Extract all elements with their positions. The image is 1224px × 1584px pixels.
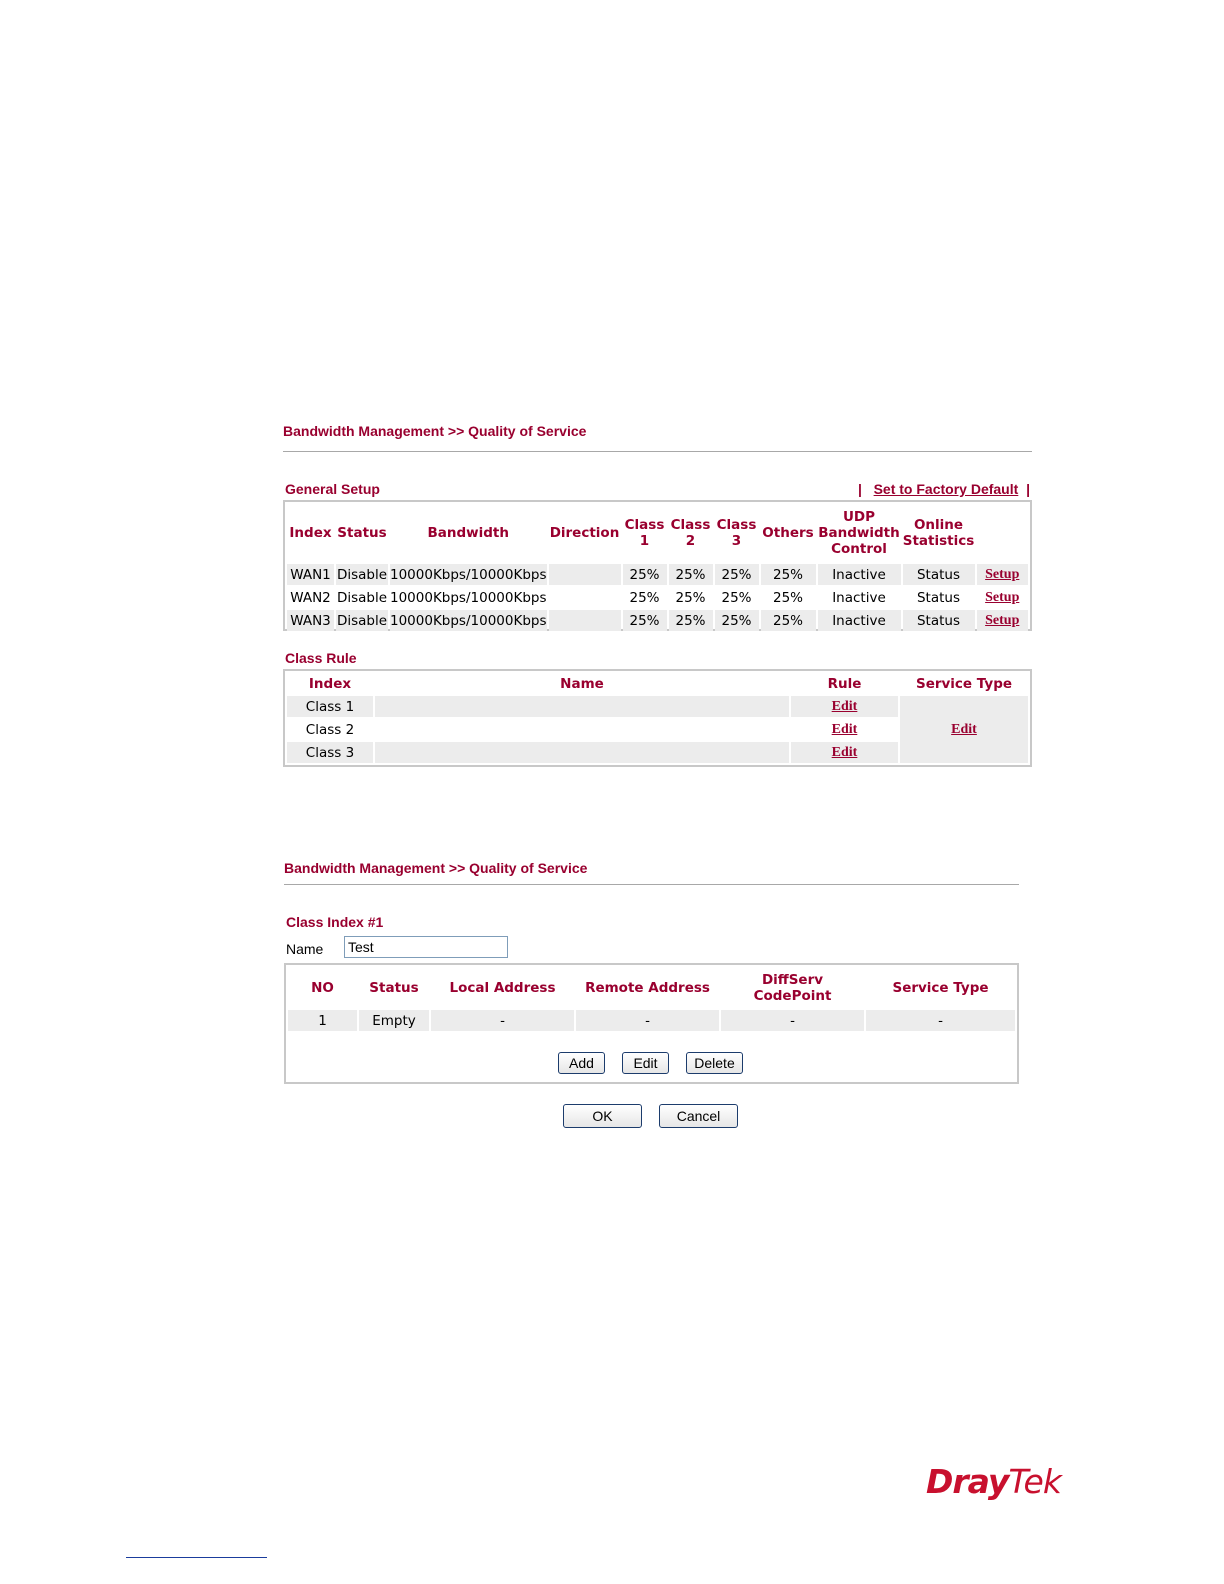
- col-class2: [669, 504, 713, 562]
- general-setup-title: General Setup: [285, 481, 380, 497]
- class-index-table: [286, 965, 1017, 1033]
- col-rule: Rule: [827, 675, 862, 692]
- breadcrumb: Bandwidth Management >> Quality of Service: [284, 860, 588, 876]
- class-rule-table-box: [283, 669, 1032, 767]
- col-index: Index: [308, 675, 352, 692]
- col-online-line2: Statistics: [902, 533, 975, 549]
- cell-no: 1: [288, 1010, 357, 1031]
- col-class3-line1: Class: [716, 517, 757, 533]
- table-row: [287, 610, 1028, 631]
- cancel-button[interactable]: Cancel: [659, 1104, 738, 1128]
- cell-class-name: [375, 696, 789, 717]
- col-online-statistics: [903, 504, 975, 562]
- col-setup: [977, 504, 1029, 562]
- ok-button[interactable]: OK: [563, 1104, 642, 1128]
- table-header-row: [287, 504, 1028, 562]
- cell-udp: Inactive: [832, 589, 886, 606]
- col-class3-line2: 3: [731, 533, 742, 549]
- cell-others: 25%: [761, 564, 816, 585]
- col-status: Status: [369, 979, 419, 996]
- cell-class-index: Class 1: [287, 696, 373, 717]
- cell-class3: 25%: [715, 564, 759, 585]
- class-index-title: Class Index #1: [286, 914, 384, 930]
- class-rule-edit-link[interactable]: Edit: [831, 745, 858, 760]
- cell-status: Disable: [336, 610, 388, 631]
- cell-bandwidth: 10000Kbps/10000Kbps: [390, 564, 547, 585]
- setup-link[interactable]: Setup: [985, 590, 1020, 605]
- col-direction: Direction: [549, 525, 620, 541]
- cell-class2: 25%: [675, 589, 706, 606]
- col-class1-line2: 1: [639, 533, 650, 549]
- col-class2-line2: 2: [685, 533, 696, 549]
- cell-class-index: Class 2: [305, 721, 355, 738]
- col-local-address: Local Address: [449, 979, 556, 996]
- cell-index: WAN2: [290, 589, 331, 606]
- cell-index: WAN1: [287, 564, 334, 585]
- cell-class1: 25%: [623, 610, 667, 631]
- col-class1: [623, 504, 667, 562]
- col-diffserv-codepoint: [721, 967, 864, 1008]
- cell-class2: 25%: [669, 610, 713, 631]
- col-diffserv-line1: DiffServ: [761, 971, 824, 988]
- separator: |: [858, 481, 862, 497]
- col-remote-address: Remote Address: [585, 979, 710, 996]
- breadcrumb: Bandwidth Management >> Quality of Service: [283, 423, 587, 439]
- cell-direction: [549, 587, 621, 608]
- col-others: Others: [762, 525, 814, 541]
- col-udp-line1: UDP: [842, 509, 876, 525]
- cell-bandwidth: 10000Kbps/10000Kbps: [390, 610, 547, 631]
- class-rule-edit-link[interactable]: Edit: [831, 722, 858, 737]
- add-button[interactable]: Add: [558, 1052, 605, 1074]
- footer-rule: [126, 1557, 267, 1558]
- col-service-type: Service Type: [892, 979, 989, 996]
- col-status: Status: [337, 525, 387, 541]
- cell-online-status: Status: [903, 610, 975, 631]
- cell-index: WAN3: [287, 610, 334, 631]
- cell-class2: 25%: [669, 564, 713, 585]
- cell-others: 25%: [761, 610, 816, 631]
- table-row: [287, 587, 1028, 608]
- cell-diffserv: -: [721, 1010, 864, 1031]
- col-udp-line3: Control: [831, 541, 887, 557]
- class-rule-title: Class Rule: [285, 650, 357, 666]
- cell-class3: 25%: [715, 610, 759, 631]
- cell-class-name: [375, 742, 789, 763]
- col-service-type: Service Type: [915, 675, 1013, 692]
- factory-default-bar: [858, 481, 1030, 497]
- cell-local-address: -: [431, 1010, 574, 1031]
- cell-class1: 25%: [629, 589, 660, 606]
- class-rule-edit-link[interactable]: Edit: [831, 699, 858, 714]
- cell-class-name: [375, 719, 789, 740]
- table-header-row: [287, 673, 1028, 694]
- cell-remote-address: -: [576, 1010, 719, 1031]
- set-to-factory-default-link[interactable]: Set to Factory Default: [873, 481, 1019, 497]
- cell-status: Empty: [359, 1010, 429, 1031]
- delete-button[interactable]: Delete: [686, 1052, 743, 1074]
- class-rule-table: [285, 671, 1030, 765]
- col-no: NO: [311, 979, 334, 996]
- col-bandwidth: Bandwidth: [427, 525, 509, 541]
- setup-link[interactable]: Setup: [985, 567, 1020, 582]
- name-label: Name: [286, 941, 324, 957]
- cell-online-status: Status: [903, 564, 975, 585]
- cell-online-status: Status: [916, 589, 961, 606]
- edit-button[interactable]: Edit: [622, 1052, 669, 1074]
- cell-status: Disable: [336, 564, 388, 585]
- cell-service-type: -: [866, 1010, 1015, 1031]
- table-row: [287, 696, 1028, 717]
- cell-udp: Inactive: [818, 610, 901, 631]
- divider: [284, 884, 1019, 885]
- col-name: Name: [560, 675, 604, 692]
- name-input[interactable]: [344, 936, 508, 958]
- col-udp-line2: Bandwidth: [818, 525, 900, 541]
- general-setup-table-box: [283, 500, 1032, 631]
- col-index: Index: [289, 525, 332, 541]
- cell-direction: [549, 564, 621, 585]
- setup-link[interactable]: Setup: [985, 613, 1020, 628]
- cell-class1: 25%: [623, 564, 667, 585]
- separator: |: [1026, 481, 1030, 497]
- divider: [283, 451, 1032, 452]
- service-type-edit-link[interactable]: Edit: [951, 722, 977, 737]
- draytek-logo: DrayTek: [926, 1462, 1061, 1501]
- cell-bandwidth: 10000Kbps/10000Kbps: [390, 589, 547, 606]
- col-class2-line1: Class: [670, 517, 711, 533]
- col-online-line1: Online: [913, 517, 964, 533]
- general-setup-table: [285, 502, 1030, 633]
- col-class3: [715, 504, 759, 562]
- cell-class-index: Class 3: [287, 742, 373, 763]
- cell-udp: Inactive: [818, 564, 901, 585]
- cell-class3: 25%: [721, 589, 752, 606]
- cell-direction: [549, 610, 621, 631]
- col-diffserv-line2: CodePoint: [753, 987, 832, 1004]
- col-udp-bandwidth-control: [818, 504, 901, 562]
- table-row: [287, 564, 1028, 585]
- table-header-row: [288, 967, 1015, 1008]
- col-class1-line1: Class: [624, 517, 665, 533]
- cell-status: Disable: [336, 589, 388, 606]
- table-row: [288, 1010, 1015, 1031]
- cell-others: 25%: [772, 589, 803, 606]
